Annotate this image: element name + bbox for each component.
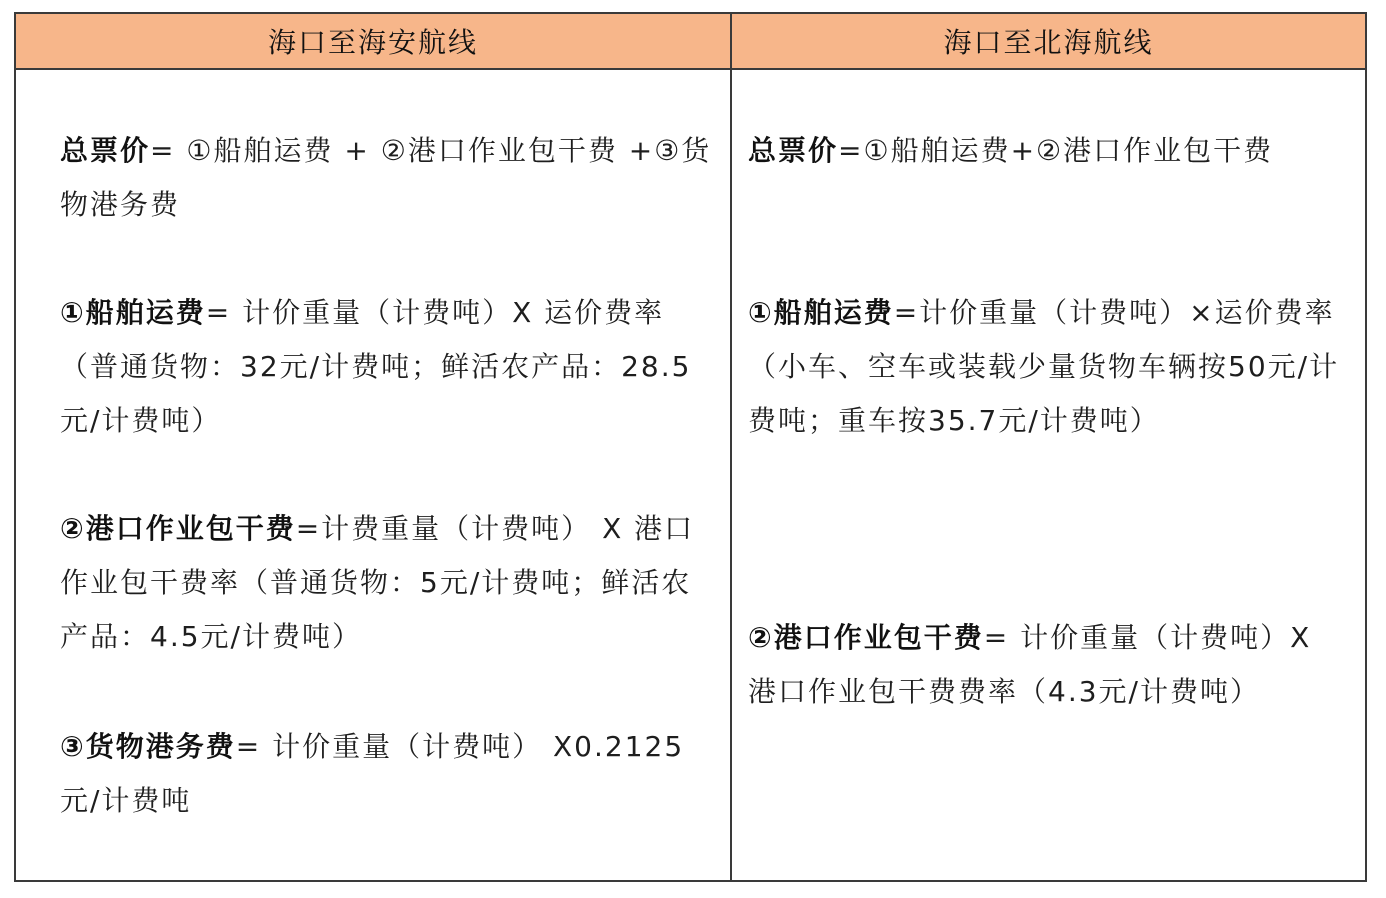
header-haikou-beihai — [732, 14, 1365, 70]
beihai-route-cell — [732, 70, 1365, 880]
haian-freight-formula: = 计价重量（计费吨）X 运价费率（普通货物：32元/计费吨；鲜活农产品：28.5元/计费吨） — [60, 296, 692, 437]
beihai-total-label: 总票价 — [748, 134, 839, 167]
haian-port-fee — [60, 502, 716, 664]
beihai-port-fee — [748, 611, 1348, 719]
haian-total-label: 总票价 — [60, 134, 151, 167]
haian-freight-label: ①船舶运费 — [60, 296, 206, 329]
haian-total-formula: = ①船舶运费 + ②港口作业包干费 +③货物港务费 — [60, 134, 712, 221]
haian-cargo-label: ③货物港务费 — [60, 730, 236, 763]
fare-table — [14, 12, 1367, 882]
haian-cargo-formula: = 计价重量（计费吨） X0.2125元/计费吨 — [60, 730, 685, 817]
header-haikou-beihai-label: 海口至北海航线 — [943, 26, 1154, 59]
haian-cargo-fee — [60, 720, 716, 828]
beihai-port-formula: = 计价重量（计费吨）X 港口作业包干费费率（4.3元/计费吨） — [748, 621, 1312, 708]
beihai-total-price — [748, 124, 1348, 178]
beihai-port-label: ②港口作业包干费 — [748, 621, 984, 654]
beihai-freight-label: ①船舶运费 — [748, 296, 894, 329]
haian-port-formula: =计费重量（计费吨） X 港口作业包干费率（普通货物：5元/计费吨；鲜活农产品：4.5元/计费吨） — [60, 512, 695, 653]
beihai-total-formula: =①船舶运费+②港口作业包干费 — [838, 134, 1274, 167]
haian-port-label: ②港口作业包干费 — [60, 512, 296, 545]
header-haikou-haian-label: 海口至海安航线 — [267, 26, 478, 59]
beihai-ship-freight — [748, 286, 1348, 448]
haian-total-price — [60, 124, 716, 232]
beihai-freight-formula: =计价重量（计费吨）×运价费率（小车、空车或装载少量货物车辆按50元/计费吨；重车按35.7元/计费吨） — [748, 296, 1340, 437]
header-haikou-haian — [16, 14, 732, 70]
haian-ship-freight — [60, 286, 716, 448]
haian-route-cell — [16, 70, 732, 880]
